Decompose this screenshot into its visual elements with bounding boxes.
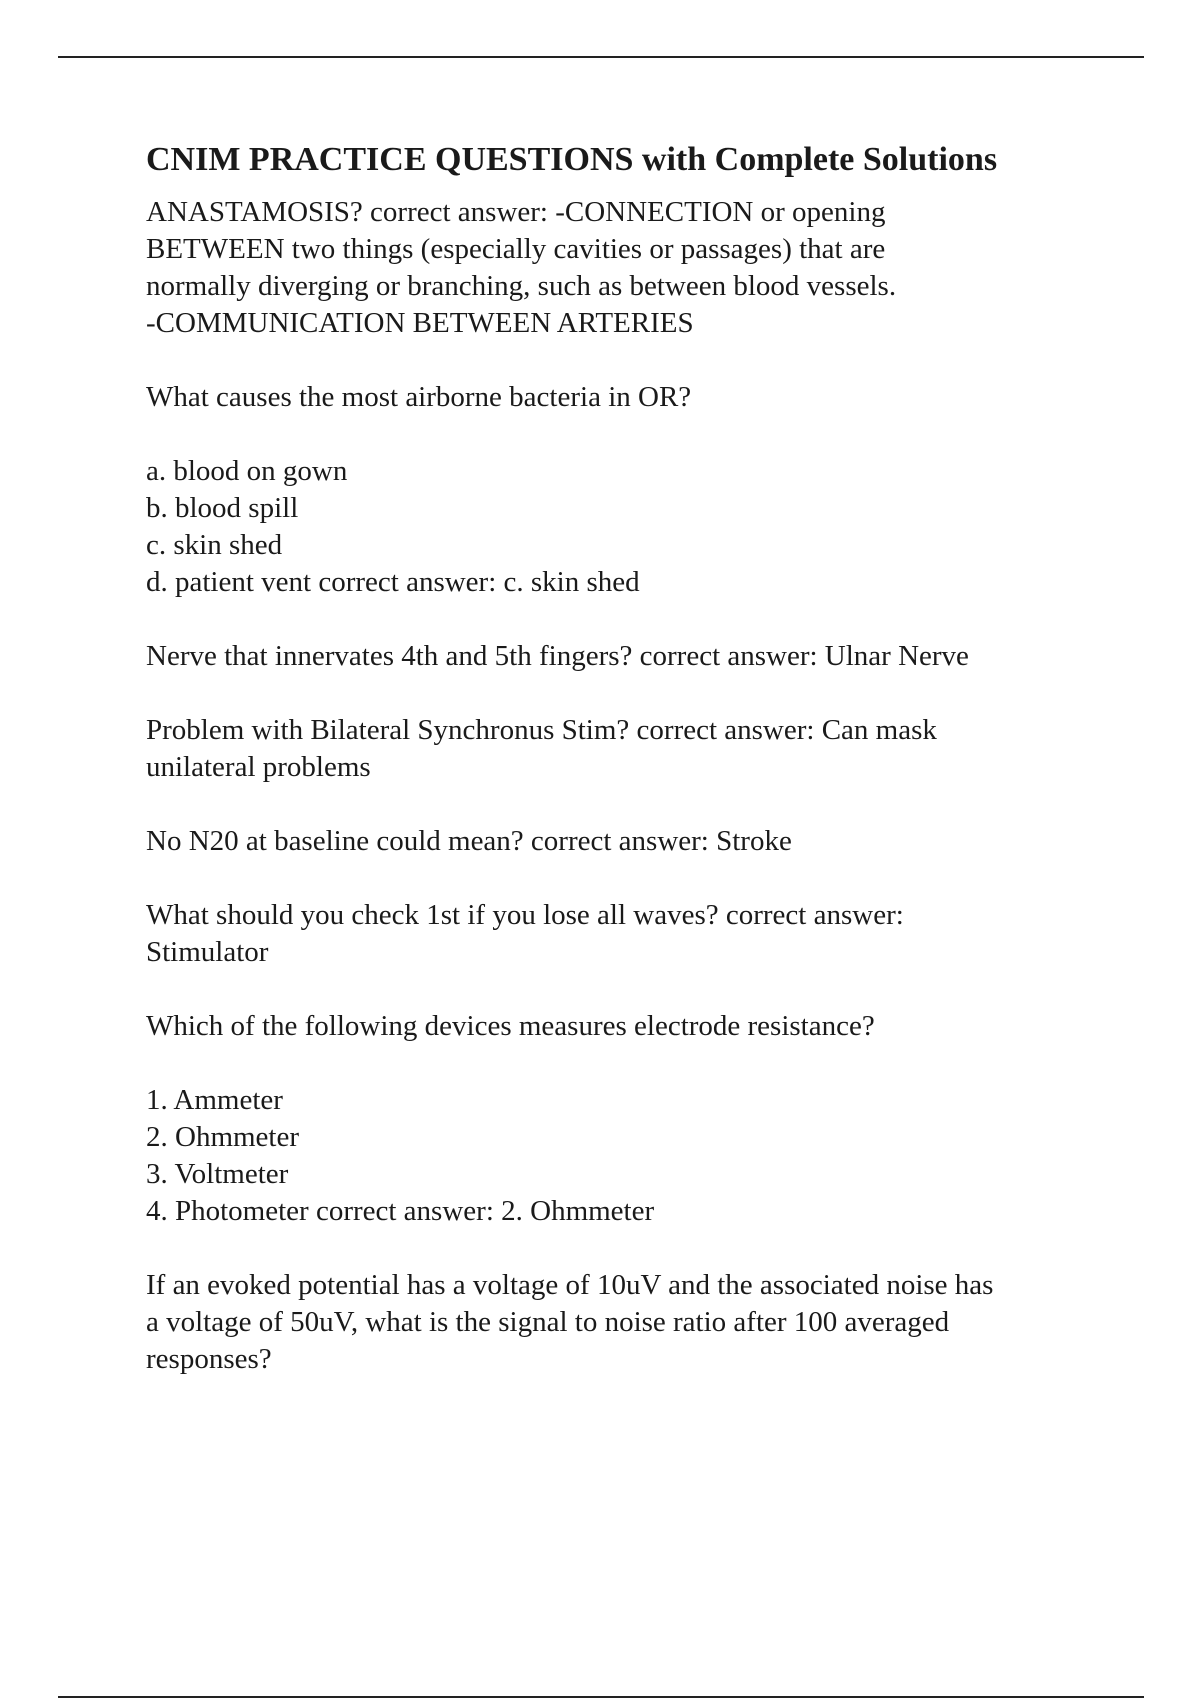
text-line: Problem with Bilateral Synchronus Stim? correct answer: Can mask <box>146 714 937 746</box>
document-body <box>146 140 1106 1415</box>
text-line: BETWEEN two things (especially cavities or passages) that are <box>146 233 886 265</box>
text-line: a voltage of 50uV, what is the signal to noise ratio after 100 averaged <box>146 1306 950 1338</box>
option-line: 4. Photometer correct answer: 2. Ohmmeter <box>146 1195 655 1227</box>
question-signal-to-noise <box>146 1267 1106 1378</box>
text-line: Stimulator <box>146 936 269 968</box>
option-line: 3. Voltmeter <box>146 1158 289 1190</box>
text-line: No N20 at baseline could mean? correct answer: Stroke <box>146 825 792 857</box>
qa-block-n20 <box>146 823 1106 860</box>
top-rule <box>58 56 1144 58</box>
qa-block-bilateral-stim <box>146 712 1106 786</box>
document-title: CNIM PRACTICE QUESTIONS with Complete Solutions <box>146 141 998 178</box>
qa-block-nerve <box>146 638 1106 675</box>
option-line: a. blood on gown <box>146 455 348 487</box>
option-line: d. patient vent correct answer: c. skin shed <box>146 566 640 598</box>
text-line: responses? <box>146 1343 272 1375</box>
text-line: If an evoked potential has a voltage of 10uV and the associated noise has <box>146 1269 994 1301</box>
option-line: c. skin shed <box>146 529 283 561</box>
text-line: Which of the following devices measures electrode resistance? <box>146 1010 875 1042</box>
text-line: normally diverging or branching, such as between blood vessels. <box>146 270 897 302</box>
options-airborne-bacteria <box>146 453 1106 601</box>
qa-block-lose-waves <box>146 897 1106 971</box>
options-electrode-resistance <box>146 1082 1106 1230</box>
question-airborne-bacteria <box>146 379 1106 416</box>
text-line: Nerve that innervates 4th and 5th fingers? correct answer: Ulnar Nerve <box>146 640 969 672</box>
text-line: What should you check 1st if you lose all waves? correct answer: <box>146 899 904 931</box>
option-line: 1. Ammeter <box>146 1084 283 1116</box>
text-line: -COMMUNICATION BETWEEN ARTERIES <box>146 307 694 339</box>
text-line: ANASTAMOSIS? correct answer: -CONNECTION or opening <box>146 196 886 228</box>
text-line: What causes the most airborne bacteria in OR? <box>146 381 692 413</box>
question-electrode-resistance <box>146 1008 1106 1045</box>
option-line: 2. Ohmmeter <box>146 1121 300 1153</box>
text-line: unilateral problems <box>146 751 371 783</box>
option-line: b. blood spill <box>146 492 299 524</box>
qa-block-anastamosis <box>146 194 1106 342</box>
bottom-rule <box>58 1696 1144 1698</box>
